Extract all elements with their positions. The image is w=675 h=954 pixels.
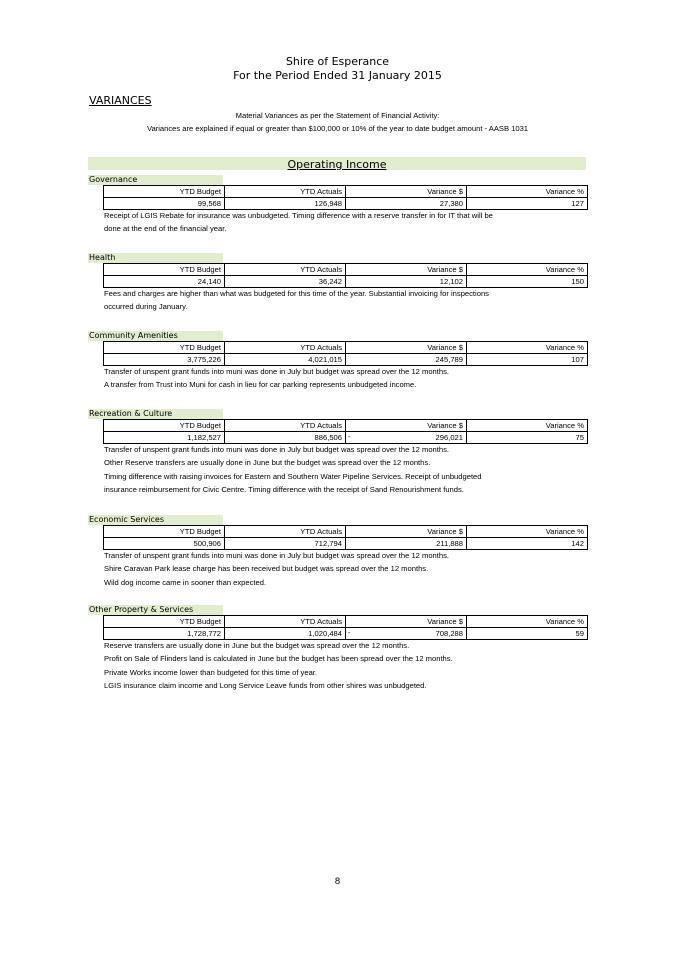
table-cell	[346, 354, 467, 366]
table-row	[104, 276, 588, 288]
column-header: YTD Budget	[104, 264, 225, 276]
cell-value: 150	[571, 276, 584, 286]
organisation-name: Shire of Esperance	[285, 55, 390, 68]
column-header: YTD Actuals	[225, 264, 346, 276]
variance-note: A transfer from Trust into Muni for cash in lieu for car parking represents unbudgeted income.	[104, 380, 417, 390]
variance-note: Profit on Sale of Flinders land is calculated in June but the budget has been spread over the 12 months.	[104, 654, 453, 664]
column-header: YTD Actuals	[225, 342, 346, 354]
table-cell	[467, 198, 588, 210]
variance-note: Transfer of unspent grant funds into muni was done in July but budget was spread over the 12 months.	[104, 551, 450, 560]
table-cell	[467, 276, 588, 288]
subtitle-threshold: Variances are explained if equal or greater than $100,000 or 10% of the year to date budget amount - AASB 1031	[146, 124, 529, 133]
cell-value: 75	[575, 432, 584, 442]
variance-table	[103, 341, 588, 366]
category-label: Other Property & Services	[88, 605, 223, 615]
column-header: Variance $	[346, 526, 467, 538]
cell-value: 4,021,015	[308, 354, 342, 364]
variances-heading: VARIANCES	[89, 94, 152, 107]
table-row	[104, 432, 588, 444]
variance-note: Timing difference with raising invoices for Eastern and Southern Water Pipeline Services. Receipt of unbudgeted	[104, 471, 482, 481]
variance-note: Other Reserve transfers are usually done in June but the budget was spread over the 12 months.	[104, 458, 431, 468]
column-header: YTD Budget	[104, 526, 225, 538]
table-cell	[346, 198, 467, 210]
column-header: YTD Actuals	[225, 616, 346, 628]
category-label: Recreation & Culture	[88, 409, 223, 419]
table-cell	[467, 432, 588, 444]
table-cell	[225, 276, 346, 288]
cell-value: 1,728,772	[187, 628, 221, 638]
cell-value: 296,021	[435, 432, 463, 442]
variance-table	[103, 185, 588, 210]
column-header: Variance $	[346, 342, 467, 354]
table-cell	[225, 432, 346, 444]
cell-value: 59	[575, 628, 584, 638]
column-header: YTD Budget	[104, 420, 225, 432]
variance-note: occurred during January.	[104, 302, 188, 312]
variance-note: Wild dog income came in sooner than expected.	[104, 577, 267, 587]
table-cell	[346, 276, 467, 288]
cell-value: 500,906	[193, 538, 221, 548]
table-row	[104, 628, 588, 640]
column-header: YTD Budget	[104, 616, 225, 628]
negative-sign: -	[348, 628, 351, 637]
table-cell	[346, 628, 467, 640]
cell-value: 99,568	[197, 198, 221, 208]
column-header: Variance %	[467, 342, 588, 354]
variance-note: Private Works income lower than budgeted for this time of year.	[104, 667, 318, 677]
negative-sign: -	[348, 432, 351, 441]
page-number: 8	[334, 876, 341, 887]
table-cell	[467, 538, 588, 550]
variance-note: Shire Caravan Park lease charge has been received but budget was spread over the 12 months.	[104, 564, 429, 574]
table-cell	[104, 276, 225, 288]
variance-note: done at the end of the financial year.	[104, 224, 227, 234]
variance-note: Reserve transfers are usually done in June but the budget was spread over the 12 months.	[104, 641, 410, 650]
cell-value: 1,020,484	[308, 628, 342, 638]
cell-value: 886,506	[314, 432, 342, 442]
variance-note: LGIS insurance claim income and Long Service Leave funds from other shires was unbudgeted.	[104, 680, 427, 690]
column-header: Variance %	[467, 420, 588, 432]
table-cell	[346, 538, 467, 550]
table-cell	[104, 538, 225, 550]
variance-note: insurance reimbursement for Civic Centre. Timing difference with the receipt of Sand Renourishment funds.	[104, 484, 464, 494]
cell-value: 712,794	[314, 538, 342, 548]
column-header: Variance $	[346, 616, 467, 628]
table-cell	[225, 538, 346, 550]
variance-note: Transfer of unspent grant funds into muni was done in July but budget was spread over the 12 months.	[104, 367, 450, 376]
variance-table	[103, 419, 588, 444]
table-header-row	[104, 526, 588, 538]
category-label: Health	[88, 253, 223, 263]
cell-value: 107	[571, 354, 584, 364]
variance-note: Fees and charges are higher than what was budgeted for this time of the year. Substantial invoicing for inspections	[104, 289, 489, 298]
variance-table	[103, 525, 588, 550]
category-label: Community Amenities	[88, 331, 223, 341]
column-header: YTD Actuals	[225, 526, 346, 538]
table-cell	[104, 432, 225, 444]
cell-value: 142	[571, 538, 584, 548]
section-title: Operating Income	[287, 158, 387, 171]
table-header-row	[104, 342, 588, 354]
table-row	[104, 354, 588, 366]
cell-value: 211,888	[436, 538, 463, 548]
table-cell	[225, 354, 346, 366]
table-header-row	[104, 264, 588, 276]
cell-value: 3,775,226	[187, 354, 221, 364]
cell-value: 127	[571, 198, 584, 208]
cell-value: 36,242	[318, 276, 342, 286]
table-header-row	[104, 616, 588, 628]
table-cell	[467, 628, 588, 640]
table-cell	[346, 432, 467, 444]
cell-value: 708,288	[435, 628, 463, 638]
cell-value: 12,102	[439, 276, 463, 286]
cell-value: 245,789	[435, 354, 463, 364]
table-cell	[104, 198, 225, 210]
cell-value: 24,140	[197, 276, 221, 286]
column-header: Variance $	[346, 264, 467, 276]
table-header-row	[104, 186, 588, 198]
column-header: YTD Actuals	[225, 420, 346, 432]
column-header: Variance %	[467, 186, 588, 198]
column-header: Variance $	[346, 420, 467, 432]
table-cell	[467, 354, 588, 366]
category-label: Economic Services	[88, 515, 223, 525]
variance-table	[103, 615, 588, 640]
report-period: For the Period Ended 31 January 2015	[233, 69, 442, 82]
column-header: Variance %	[467, 526, 588, 538]
column-header: Variance $	[346, 186, 467, 198]
category-label: Governance	[88, 175, 223, 185]
column-header: Variance %	[467, 264, 588, 276]
variance-table	[103, 263, 588, 288]
table-row	[104, 198, 588, 210]
column-header: YTD Budget	[104, 342, 225, 354]
cell-value: 126,948	[314, 198, 342, 208]
column-header: YTD Budget	[104, 186, 225, 198]
cell-value: 1,182,527	[187, 432, 221, 442]
table-cell	[104, 628, 225, 640]
column-header: Variance %	[467, 616, 588, 628]
column-header: YTD Actuals	[225, 186, 346, 198]
table-header-row	[104, 420, 588, 432]
table-cell	[104, 354, 225, 366]
variance-note: Transfer of unspent grant funds into muni was done in July but budget was spread over the 12 months.	[104, 445, 450, 454]
table-row	[104, 538, 588, 550]
cell-value: 27,380	[439, 198, 463, 208]
subtitle-material: Material Variances as per the Statement of Financial Activity:	[235, 111, 440, 120]
table-cell	[225, 628, 346, 640]
table-cell	[225, 198, 346, 210]
variance-note: Receipt of LGIS Rebate for insurance was unbudgeted. Timing difference with a reserve transfer in for IT that will be	[104, 211, 493, 220]
